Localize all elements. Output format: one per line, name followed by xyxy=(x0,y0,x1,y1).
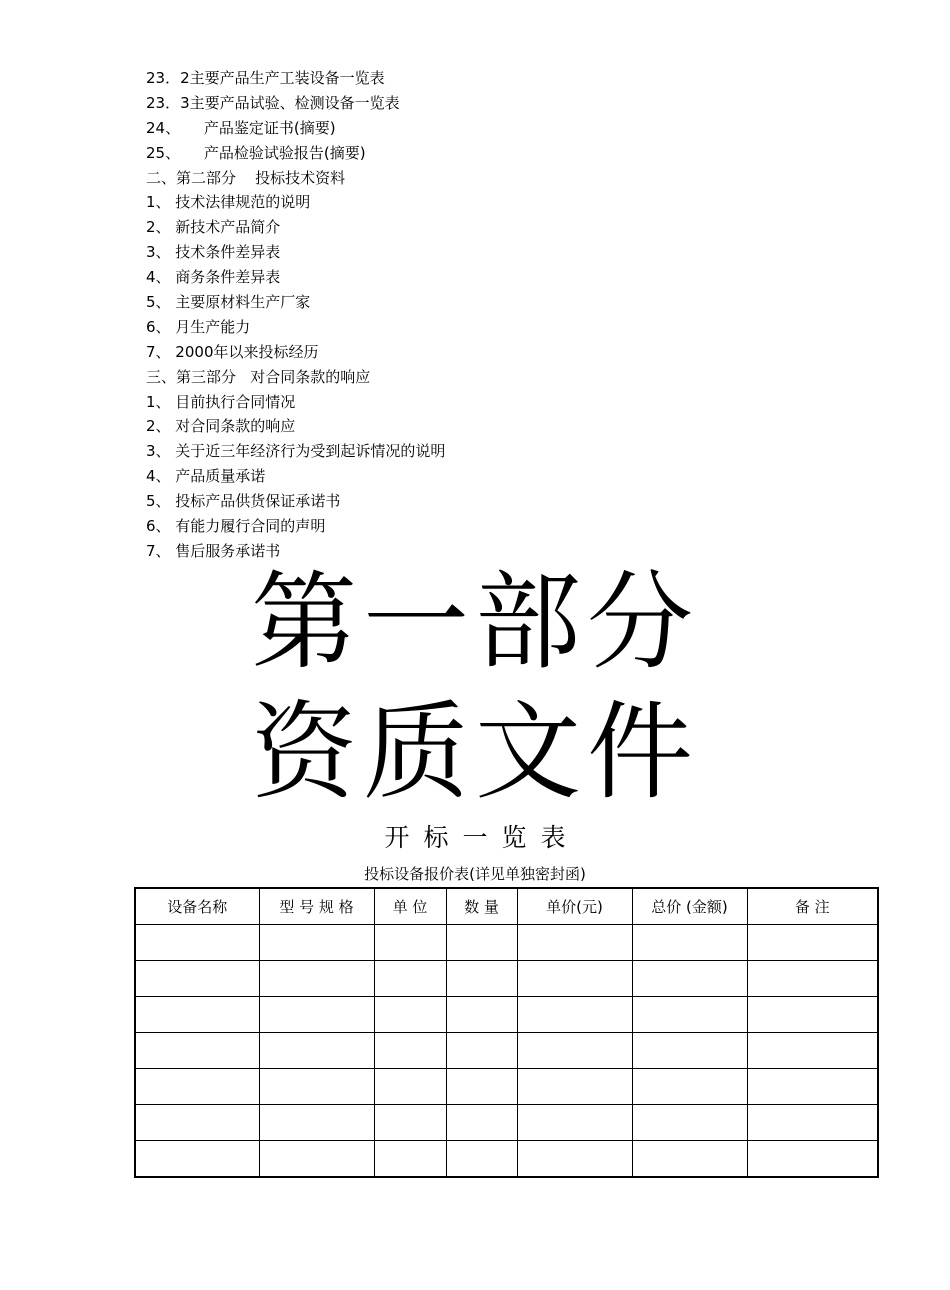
toc-item: 23．3主要产品试验、检测设备一览表 xyxy=(146,93,400,112)
table-caption: 投标设备报价表(详见单独密封函) xyxy=(364,865,586,883)
table-cell xyxy=(135,997,259,1033)
column-header: 型 号 规 格 xyxy=(259,888,374,925)
toc-item: 1、 技术法律规范的说明 xyxy=(146,193,311,212)
toc-item: 3、 关于近三年经济行为受到起诉情况的说明 xyxy=(146,442,446,461)
toc-item: 3、 技术条件差异表 xyxy=(146,243,281,262)
table-cell xyxy=(374,1069,446,1105)
toc-item: 4、 商务条件差异表 xyxy=(146,268,281,287)
table-cell xyxy=(259,1033,374,1069)
table-cell xyxy=(632,925,747,961)
table-cell xyxy=(374,1033,446,1069)
part-title: 第一部分 xyxy=(251,561,699,684)
table-cell xyxy=(259,1069,374,1105)
table-cell xyxy=(747,961,878,997)
column-header: 数 量 xyxy=(446,888,517,925)
table-cell xyxy=(135,1141,259,1178)
table-cell xyxy=(446,1069,517,1105)
table-cell xyxy=(446,925,517,961)
column-header: 备 注 xyxy=(747,888,878,925)
table-cell xyxy=(374,997,446,1033)
column-header: 单价(元) xyxy=(517,888,632,925)
toc-section-heading: 三、第三部分 对合同条款的响应 xyxy=(146,367,371,386)
column-header: 总价 (金额) xyxy=(632,888,747,925)
table-header-row xyxy=(135,888,878,925)
column-header: 设备名称 xyxy=(135,888,259,925)
toc-item: 5、 主要原材料生产厂家 xyxy=(146,293,311,312)
toc-section-heading: 二、第二部分 投标技术资料 xyxy=(146,168,346,187)
table-cell xyxy=(747,1105,878,1141)
table-cell xyxy=(446,1033,517,1069)
toc-item: 23．2主要产品生产工装设备一览表 xyxy=(146,69,385,87)
table-row xyxy=(135,1033,878,1069)
table-cell xyxy=(135,961,259,997)
quotation-table xyxy=(134,887,879,1178)
table-cell xyxy=(517,961,632,997)
table-of-contents xyxy=(146,66,445,564)
table-cell xyxy=(135,1069,259,1105)
column-header: 单 位 xyxy=(374,888,446,925)
toc-item: 7、 2000年以来投标经历 xyxy=(146,342,319,361)
table-cell xyxy=(632,1105,747,1141)
table-cell xyxy=(135,1105,259,1141)
table-cell xyxy=(747,1033,878,1069)
toc-item: 24、 产品鉴定证书(摘要) xyxy=(146,118,336,137)
table-cell xyxy=(747,1069,878,1105)
toc-item: 7、 售后服务承诺书 xyxy=(146,541,281,560)
toc-item: 2、 新技术产品简介 xyxy=(146,218,281,237)
toc-item: 6、 有能力履行合同的声明 xyxy=(146,517,326,536)
toc-item: 2、 对合同条款的响应 xyxy=(146,417,296,436)
table-cell xyxy=(259,1141,374,1178)
table-cell xyxy=(517,1141,632,1178)
table-row xyxy=(135,997,878,1033)
table-cell xyxy=(374,1105,446,1141)
table-cell xyxy=(517,1069,632,1105)
table-cell xyxy=(517,1105,632,1141)
table-cell xyxy=(632,961,747,997)
table-cell xyxy=(517,1033,632,1069)
toc-item: 4、 产品质量承诺 xyxy=(146,467,266,486)
table-cell xyxy=(374,961,446,997)
toc-item: 1、 目前执行合同情况 xyxy=(146,392,296,411)
table-cell xyxy=(517,997,632,1033)
table-cell xyxy=(747,925,878,961)
toc-item: 6、 月生产能力 xyxy=(146,317,251,336)
table-cell xyxy=(747,1141,878,1178)
table-cell xyxy=(446,997,517,1033)
table-cell xyxy=(517,925,632,961)
table-row xyxy=(135,1105,878,1141)
table-cell xyxy=(135,925,259,961)
table-cell xyxy=(259,997,374,1033)
table-cell xyxy=(632,1141,747,1178)
table-cell xyxy=(259,961,374,997)
table-row xyxy=(135,1069,878,1105)
table-cell xyxy=(259,1105,374,1141)
section-heading: 开标一览表 xyxy=(384,823,580,852)
table-cell xyxy=(632,997,747,1033)
part-subtitle: 资质文件 xyxy=(251,691,699,814)
table-cell xyxy=(446,961,517,997)
table-row xyxy=(135,1141,878,1178)
table-cell xyxy=(747,997,878,1033)
table-cell xyxy=(259,925,374,961)
toc-item: 5、 投标产品供货保证承诺书 xyxy=(146,492,341,511)
toc-item: 25、 产品检验试验报告(摘要) xyxy=(146,143,366,162)
table-cell xyxy=(374,925,446,961)
table-cell xyxy=(135,1033,259,1069)
table-row xyxy=(135,925,878,961)
table-cell xyxy=(446,1141,517,1178)
table-cell xyxy=(374,1141,446,1178)
table-cell xyxy=(632,1033,747,1069)
table-cell xyxy=(446,1105,517,1141)
table-cell xyxy=(632,1069,747,1105)
table-row xyxy=(135,961,878,997)
